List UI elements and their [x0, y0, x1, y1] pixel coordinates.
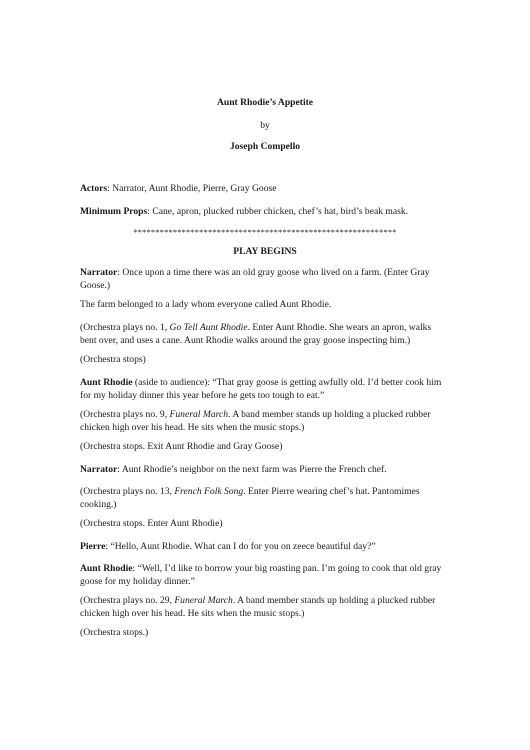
divider-stars: ************************************************************: [133, 228, 397, 237]
props-line: [80, 205, 450, 218]
dialogue-text: : “Well, I’d like to borrow your big roasting pan. I’m going to cook that old gray goose for my holiday dinner.”: [80, 563, 442, 587]
stage-direction: [80, 408, 450, 434]
stage-direction: (Orchestra stops.): [80, 627, 149, 638]
direction-text: (Orchestra plays no. 29,: [80, 595, 175, 606]
actors-label: Actors: [80, 183, 108, 194]
props-label: Minimum Props: [80, 206, 148, 217]
script-paragraph: The farm belonged to a lady whom everyone called Aunt Rhodie.: [80, 299, 332, 310]
stage-direction: (Orchestra stops): [80, 354, 146, 365]
speaker-name: Pierre: [80, 541, 106, 552]
direction-text: . A band member stands up holding a plucked rubber chicken high over his head. He sits when the music stops.): [80, 409, 431, 433]
script-paragraph: [80, 463, 450, 476]
dialogue-text: : Aunt Rhodie’s neighbor on the next farm was Pierre the French chef.: [117, 464, 387, 475]
stage-direction: [80, 594, 450, 620]
props-text: : Cane, apron, plucked rubber chicken, chef’s hat, bird’s beak mask.: [147, 206, 409, 217]
script-paragraph: [80, 376, 450, 402]
direction-text: . Enter Aunt Rhodie. She wears an apron, walks bent over, and uses a cane. Aunt Rhodie walks around the gray goose inspecting him.): [80, 322, 432, 346]
dialogue-text: : “Hello, Aunt Rhodie. What can I do for you on zeece beautiful day?”: [105, 541, 376, 552]
direction-text: (Orchestra plays no. 9,: [80, 409, 170, 420]
stage-direction: (Orchestra stops. Exit Aunt Rhodie and Gray Goose): [80, 441, 283, 452]
script-paragraph: [80, 540, 450, 553]
play-begins-heading: PLAY BEGINS: [233, 246, 297, 257]
song-title: French Folk Song: [174, 486, 244, 497]
song-title: Funeral March: [174, 595, 233, 606]
speaker-name: Narrator: [80, 267, 118, 278]
script-paragraph: [80, 266, 450, 292]
stage-direction: (Orchestra stops. Enter Aunt Rhodie): [80, 518, 223, 529]
byline-by: by: [260, 120, 270, 131]
speaker-name: Aunt Rhodie: [80, 563, 133, 574]
direction-text: . A band member stands up holding a plucked rubber chicken high over his head. He sits when the music stops.): [80, 595, 436, 619]
dialogue-text: (aside to audience): “That gray goose is getting awfully old. I’d better cook him for my holiday dinner this year before he gets too tough to eat.”: [80, 377, 442, 401]
script-paragraph: [80, 562, 450, 588]
direction-text: (Orchestra plays no. 1,: [80, 322, 170, 333]
author-name: Joseph Compello: [229, 141, 301, 152]
actors-text: : Narrator, Aunt Rhodie, Pierre, Gray Goose: [107, 183, 277, 194]
actors-line: [80, 182, 450, 195]
song-title: Go Tell Aunt Rhodie: [169, 322, 248, 333]
direction-text: (Orchestra plays no. 13,: [80, 486, 175, 497]
song-title: Funeral March: [169, 409, 229, 420]
dialogue-text: : Once upon a time there was an old gray goose who lived on a farm. (Enter Gray Goose.): [80, 267, 430, 291]
play-title: Aunt Rhodie’s Appetite: [216, 97, 314, 108]
direction-text: . Enter Pierre wearing chef’s hat. Pantomimes cooking.): [80, 486, 420, 510]
stage-direction: [80, 321, 450, 347]
speaker-name: Narrator: [80, 464, 118, 475]
stage-direction: [80, 485, 450, 511]
speaker-name: Aunt Rhodie: [80, 377, 133, 388]
